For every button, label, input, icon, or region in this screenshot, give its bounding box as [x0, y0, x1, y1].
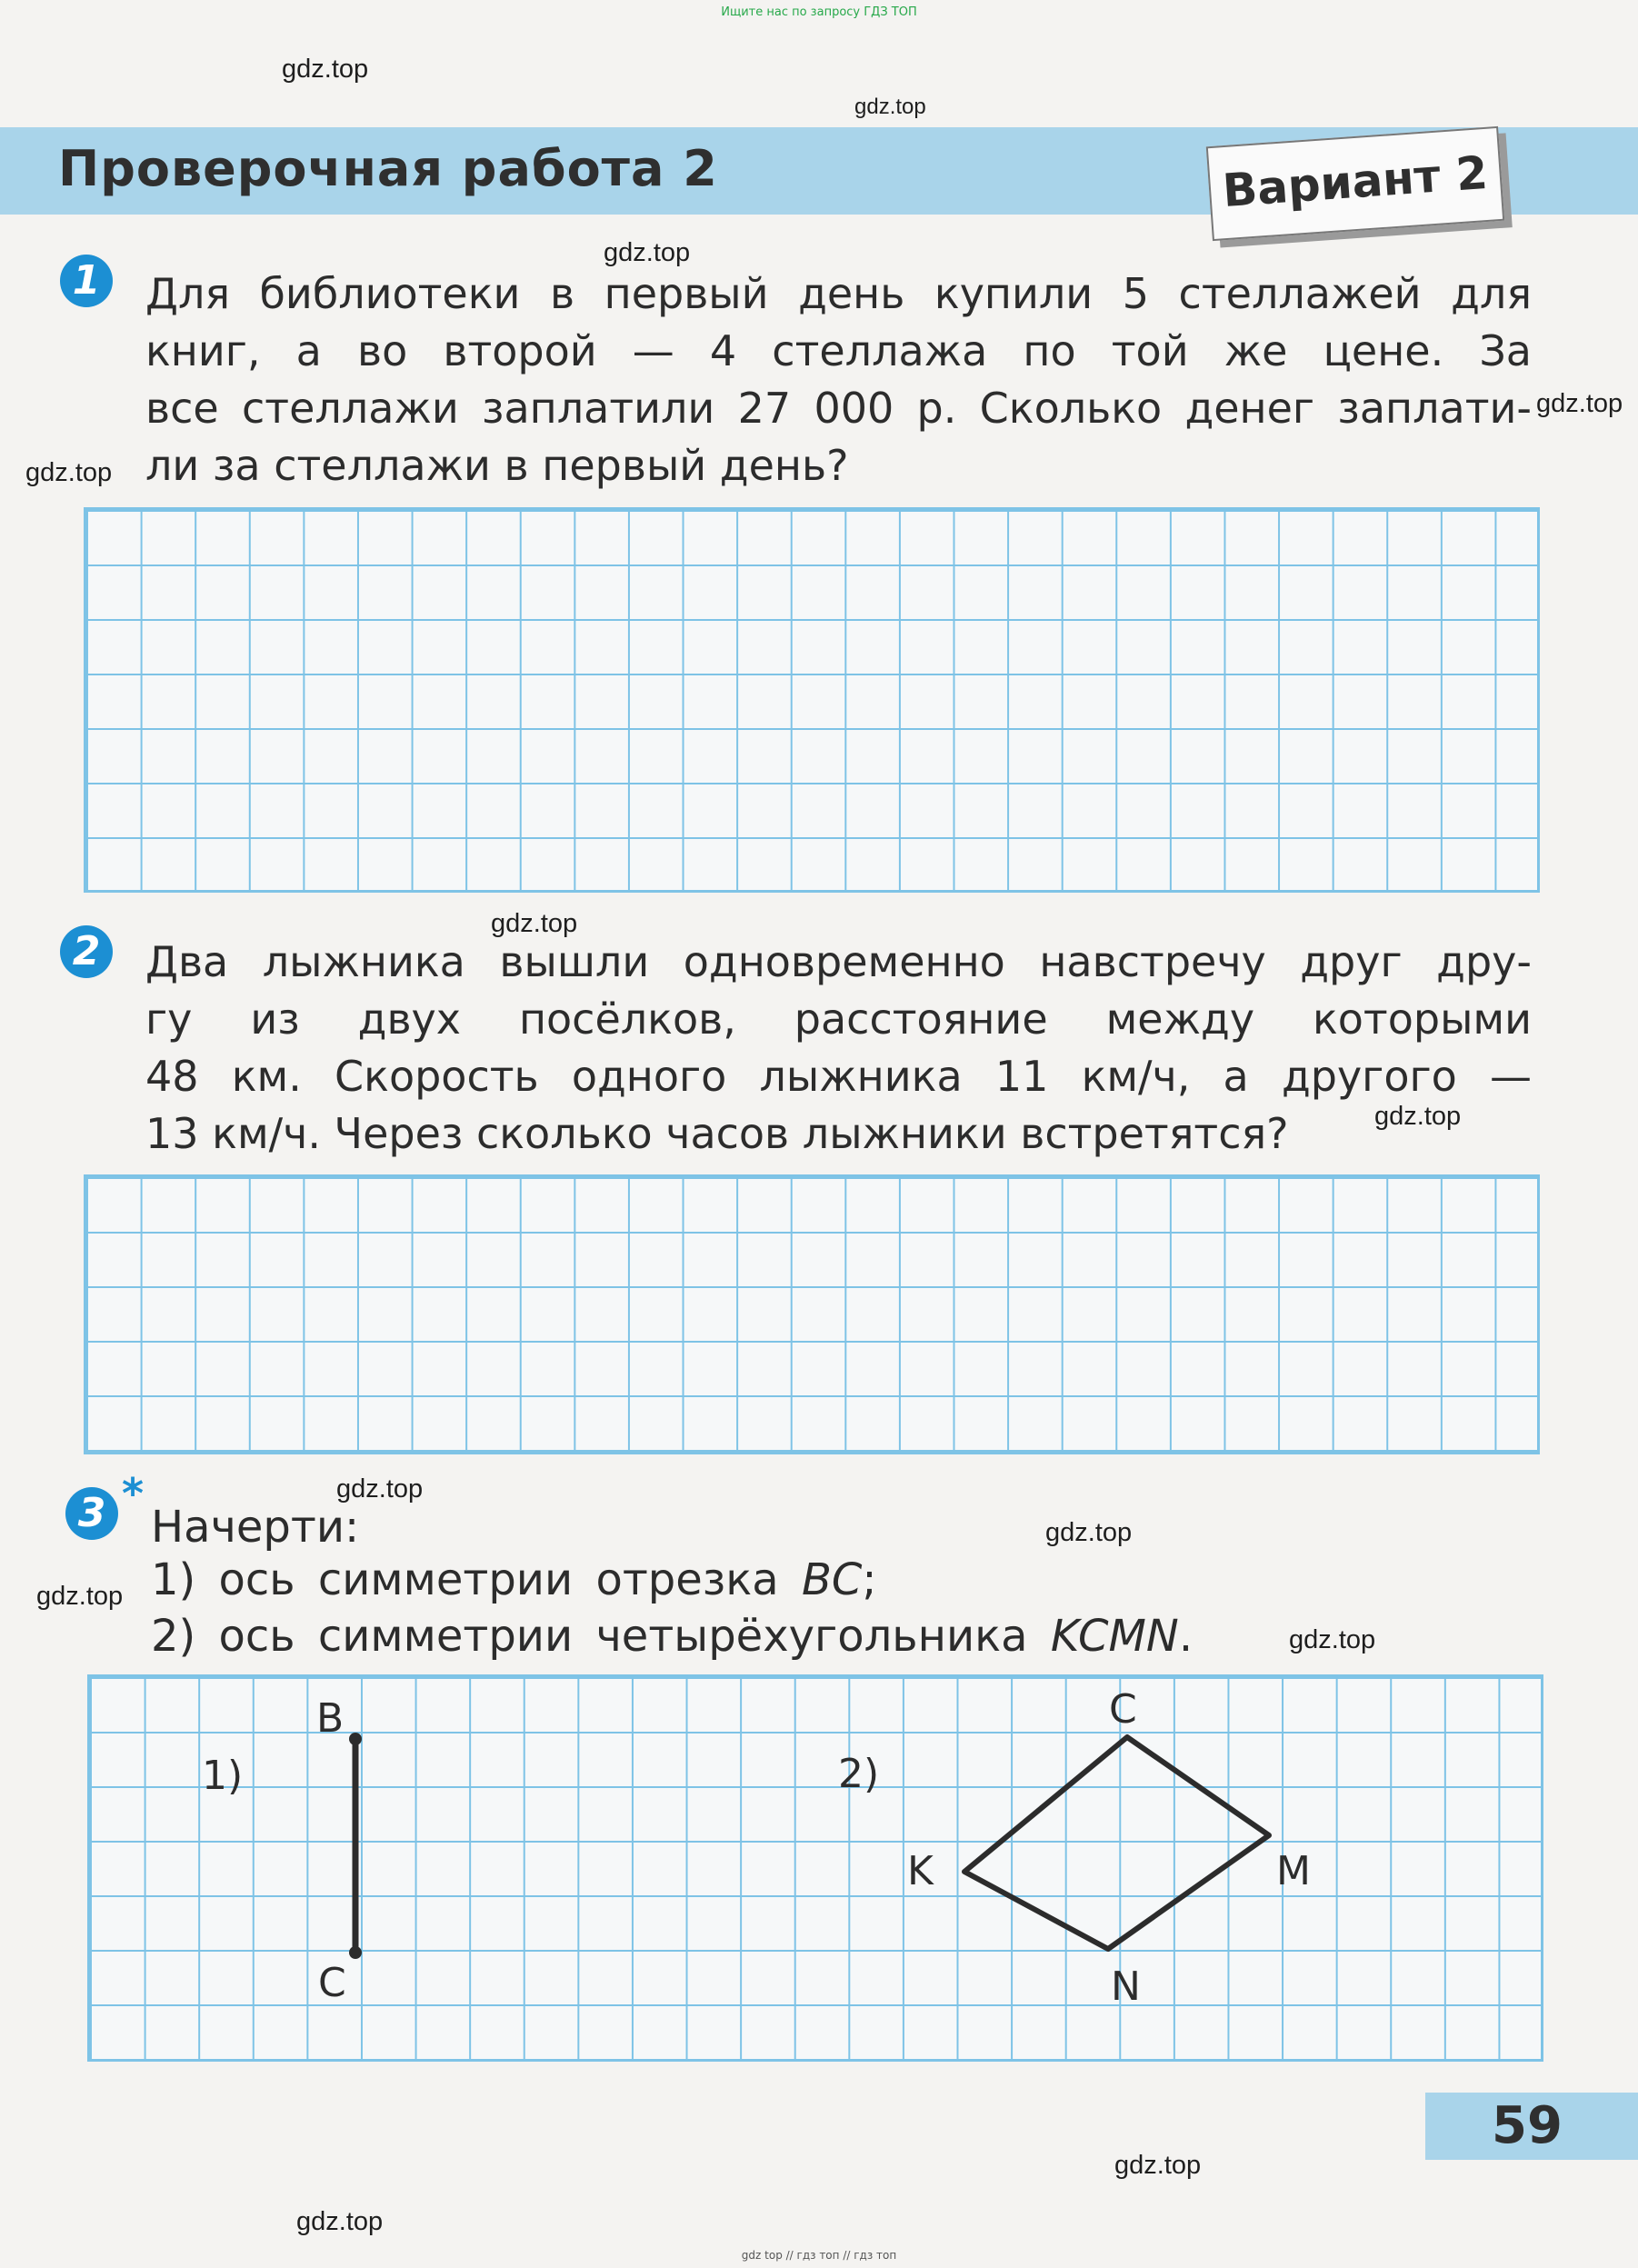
task-text-line: Два лыжника вышли одновременно навстречу друг дру-: [145, 937, 1532, 986]
footer-note: gdz top // гдз топ // гдз топ: [741, 2249, 897, 2262]
segment-bc: [316, 1695, 362, 2006]
label-k: K: [907, 1848, 934, 1894]
punctuation: ;: [862, 1554, 877, 1605]
label-b: B: [316, 1695, 345, 1742]
watermark: gdz.top: [1114, 2151, 1202, 2180]
quadrilateral-kcmn: [907, 1686, 1311, 2010]
watermark: gdz.top: [1374, 1102, 1462, 1131]
label-c-vertex: C: [1109, 1686, 1137, 1733]
task-3-item-2-text: 2) ось симметрии четырёхугольника: [151, 1611, 1028, 1662]
segment-name: BC: [801, 1554, 863, 1605]
label-n: N: [1111, 1963, 1141, 2010]
watermark: gdz.top: [1289, 1625, 1376, 1654]
task-text-line: все стеллажи заплатили 27 000 р. Сколько денег заплати-: [145, 384, 1532, 433]
difficulty-star: *: [122, 1469, 145, 1518]
part-1-label: 1): [202, 1753, 244, 1799]
label-c: C: [318, 1960, 346, 2006]
watermark: gdz.top: [336, 1474, 424, 1504]
task-3-intro: Начерти:: [151, 1502, 360, 1553]
quadrilateral-name: KCMN: [1050, 1611, 1179, 1662]
point-c: [349, 1946, 362, 1959]
task-number-3: 3: [65, 1487, 118, 1540]
task-text-line: книг, а во второй — 4 стеллажа по той же цене. За: [145, 326, 1532, 375]
punctuation: .: [1178, 1611, 1194, 1662]
label-m: M: [1276, 1848, 1311, 1894]
search-hint: Ищите нас по запросу ГДЗ ТОП: [721, 5, 917, 19]
variant-label: Вариант 2: [1221, 145, 1490, 218]
watermark: gdz.top: [854, 95, 926, 119]
task-text-line: ли за стеллажи в первый день?: [145, 441, 849, 490]
quadrilateral-outline: [964, 1737, 1269, 1949]
watermark: gdz.top: [25, 458, 113, 487]
watermark: gdz.top: [604, 238, 691, 267]
task-text-line: 13 км/ч. Через сколько часов лыжники встретятся?: [145, 1109, 1289, 1158]
task-text-line: гу из двух посёлков, расстояние между которыми: [145, 994, 1532, 1044]
watermark: gdz.top: [296, 2207, 384, 2236]
watermark: gdz.top: [282, 55, 369, 84]
point-b: [349, 1733, 362, 1745]
page-title: Проверочная работа 2: [58, 140, 718, 197]
watermark: gdz.top: [1536, 389, 1623, 418]
watermark: gdz.top: [1045, 1518, 1133, 1547]
watermark: gdz.top: [491, 909, 578, 938]
watermark: gdz.top: [36, 1582, 124, 1611]
task-3-item-1-text: 1) ось симметрии отрезка: [151, 1554, 779, 1605]
page-number: 59: [1492, 2096, 1563, 2155]
task-number-1: 1: [60, 255, 113, 307]
part-2-label: 2): [838, 1751, 880, 1797]
task-text-line: Для библиотеки в первый день купили 5 стеллажей для: [145, 269, 1532, 318]
task-number-2: 2: [60, 925, 113, 978]
task-text-line: 48 км. Скорость одного лыжника 11 км/ч, а другого —: [145, 1052, 1532, 1101]
